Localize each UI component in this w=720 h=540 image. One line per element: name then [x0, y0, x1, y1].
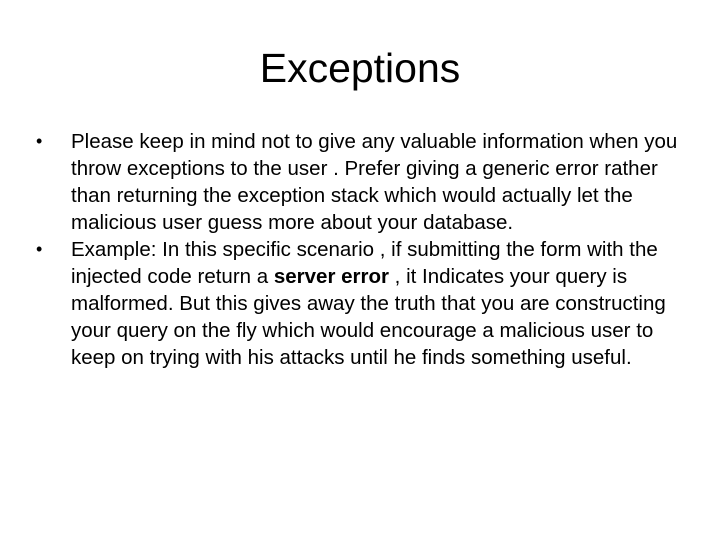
bullet-text: Please keep in mind not to give any valuable information when you throw exceptions to the user . Prefer giving a generic error rather than returning the exception stack which would actually let the malicious user guess more about your database. [71, 130, 678, 234]
slide-title: Exceptions [259, 45, 461, 91]
bullet-item [36, 236, 686, 371]
bullet-text-after: , it Indicates your query is malformed. But this gives away the truth that you are constructing your query on the fly which would encourage a malicious user to keep on trying with his attacks until he finds something useful. [71, 265, 666, 369]
bullet-list [36, 128, 686, 371]
bullet-icon: • [36, 239, 43, 259]
bullet-icon: • [36, 131, 43, 151]
bullet-text-bold: server error [273, 265, 389, 288]
bullet-item [36, 128, 686, 236]
bullet-text-before: Example: In this specific scenario , if submitting the form with the injected code return a [71, 238, 658, 288]
